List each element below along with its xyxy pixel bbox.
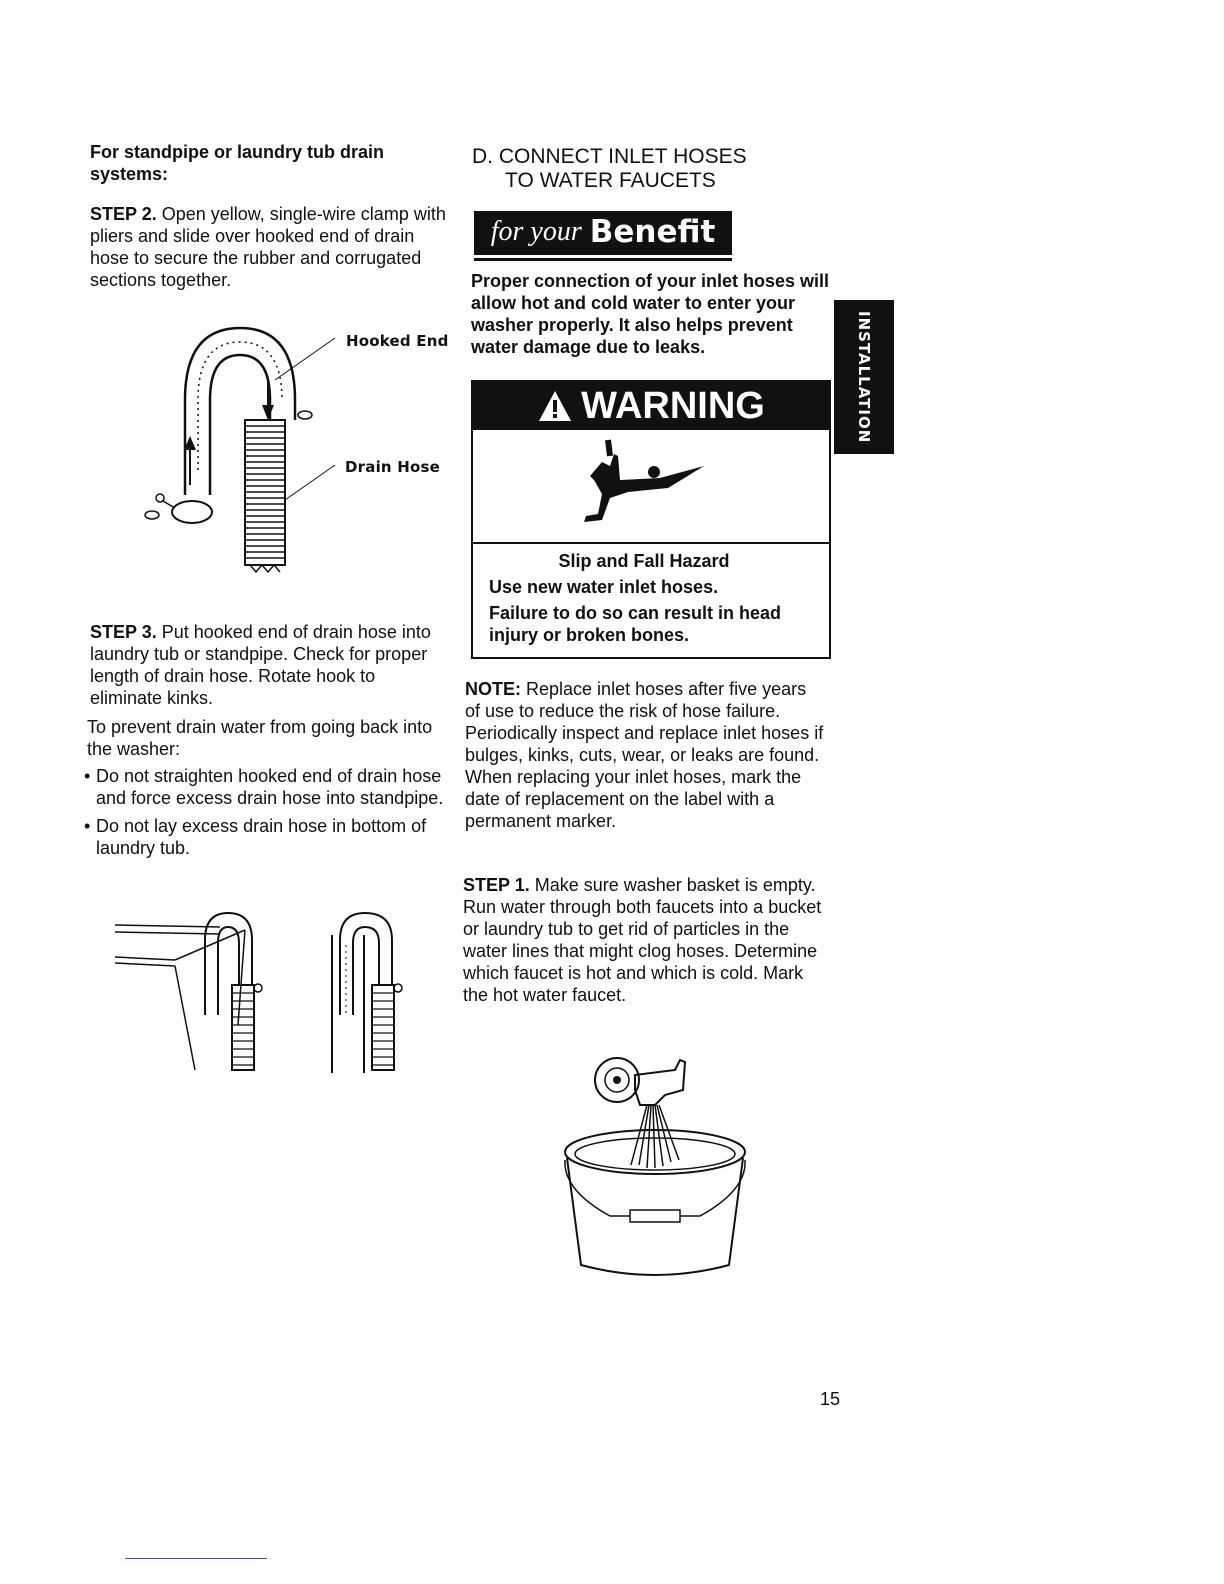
section-d-line1: D. CONNECT INLET HOSES: [472, 145, 747, 168]
step2-paragraph: [90, 203, 450, 291]
benefit-word: Benefit: [589, 214, 716, 250]
bottom-rule: [125, 1558, 267, 1559]
benefit-paragraph: Proper connection of your inlet hoses will allow hot and cold water to enter your washer properly. It also helps prevent water damage due to leaks.: [471, 271, 830, 357]
standpipe-heading: For standpipe or laundry tub drain systems:: [90, 142, 385, 184]
warning-divider: [473, 542, 829, 544]
page-number: 15: [820, 1389, 841, 1409]
note-text: Replace inlet hoses after five years of use to reduce the risk of hose failure. Periodically inspect and replace inlet hoses if bulges, kinks, cuts, wear, or leaks are found. When replacing your inlet hoses, mark the date of replacement on the label with a permanent marker.: [465, 679, 824, 831]
step1-paragraph: [463, 874, 828, 1006]
side-tab-label: INSTALLATION: [855, 310, 873, 444]
note-paragraph: [465, 678, 825, 832]
installation-side-tab: [834, 300, 894, 454]
step1-text: Make sure washer basket is empty. Run water through both faucets into a bucket or laundry tub to get rid of particles in the water lines that might clog hoses. Determine which faucet is hot and which is cold. Mark the hot water faucet.: [463, 875, 822, 1005]
step2-label: STEP 2.: [90, 204, 157, 224]
prevent-paragraph: To prevent drain water from going back into the washer:: [87, 717, 433, 759]
step3-text: Put hooked end of drain hose into laundry tub or standpipe. Check for proper length of drain hose. Rotate hook to eliminate kinks.: [90, 622, 431, 708]
list-item: • Do not straighten hooked end of drain hose and force excess drain hose into standpipe.: [86, 765, 446, 809]
laundry-tub-standpipe-illustration: [110, 905, 420, 1080]
warning-line-2: Failure to do so can result in head injury or broken bones.: [489, 603, 782, 645]
section-d-line2: TO WATER FAUCETS: [505, 169, 716, 192]
warning-text: [489, 550, 819, 650]
list-item: • Do not lay excess drain hose in bottom of laundry tub.: [86, 815, 446, 859]
benefit-underline: [474, 258, 732, 261]
hooked-end-label: Hooked End: [346, 332, 449, 350]
slip-fall-icon: [580, 436, 710, 528]
step1-label: STEP 1.: [463, 875, 530, 895]
faucet-bucket-illustration: [555, 1050, 755, 1285]
drain-hose-label: Drain Hose: [345, 458, 440, 476]
step3-label: STEP 3.: [90, 622, 157, 642]
warning-line-1: Use new water inlet hoses.: [489, 577, 719, 597]
hooked-end-illustration: [130, 320, 450, 580]
step2-text: Open yellow, single-wire clamp with pliers and slide over hooked end of drain hose to secure the rubber and corrugated sections together.: [90, 204, 446, 290]
section-d-heading: [472, 145, 812, 193]
warning-title: WARNING: [581, 384, 765, 427]
prevention-list: [86, 765, 446, 865]
warning-header: [473, 382, 829, 430]
warning-triangle-icon: [537, 389, 573, 423]
note-label: NOTE:: [465, 679, 521, 699]
for-your-benefit-banner: [474, 211, 732, 255]
benefit-script: for your: [490, 216, 582, 247]
step3-paragraph: [90, 621, 440, 709]
warning-hazard: Slip and Fall Hazard: [558, 551, 730, 571]
